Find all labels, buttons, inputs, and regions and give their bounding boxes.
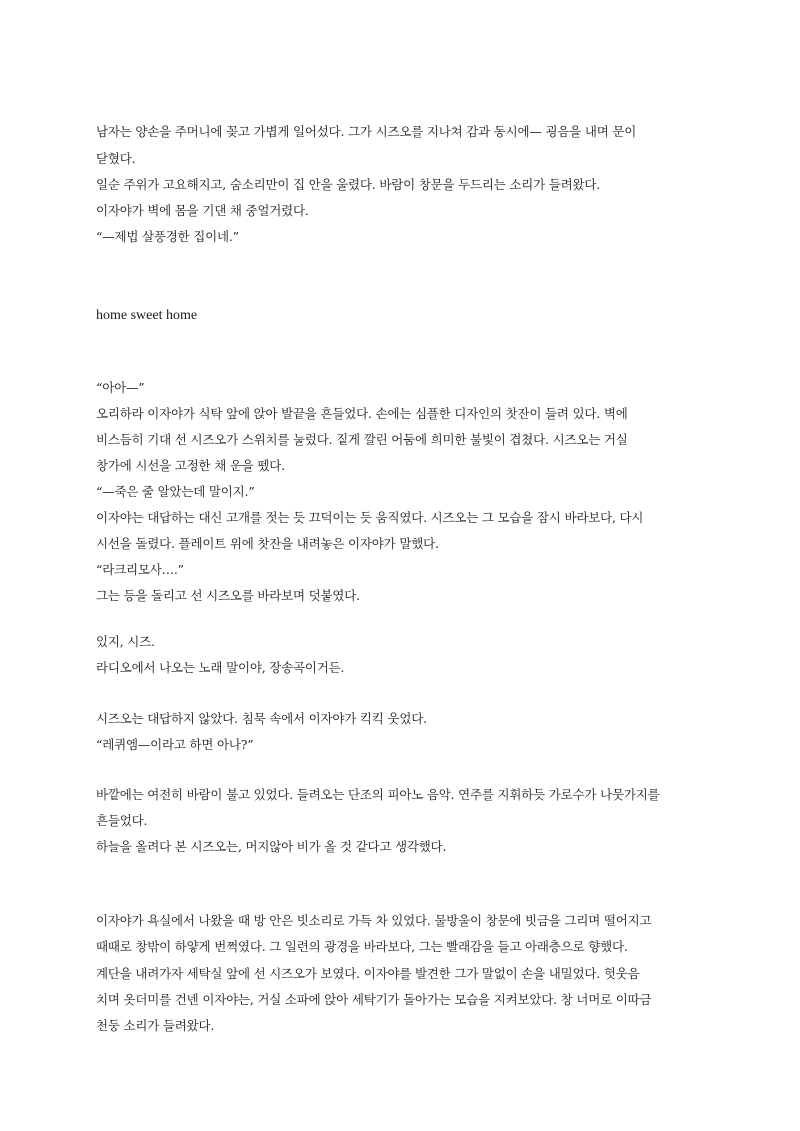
text-line: 이자야가 벽에 몸을 기댄 채 중얼거렸다. xyxy=(96,203,309,218)
text-line: 라디오에서 나오는 노래 말이야, 장송곡이거든. xyxy=(96,660,345,675)
text-line: 하늘을 올려다 본 시즈오는, 머지않아 비가 올 것 같다고 생각했다. xyxy=(96,839,447,854)
text-line: 바깥에는 여전히 바람이 불고 있었다. 들려오는 단조의 피아노 음악. 연주를 지휘하듯 가로수가 나뭇가지를 xyxy=(96,787,660,802)
text-line: 이자야는 대답하는 대신 고개를 젓는 듯 끄덕이는 듯 움직였다. 시즈오는 그 모습을 잠시 바라보다, 다시 xyxy=(96,510,644,525)
text-line: “아아—” xyxy=(96,380,145,395)
text-line: 남자는 양손을 주머니에 꽂고 가볍게 일어섰다. 그가 시즈오를 지나쳐 감과 동시에— 굉음을 내며 문이 xyxy=(96,124,637,139)
text-line: 창가에 시선을 고정한 채 운을 뗐다. xyxy=(96,458,285,473)
text-line: 시선을 돌렸다. 플레이트 위에 찻잔을 내려놓은 이자야가 말했다. xyxy=(96,536,439,551)
text-line: 치며 옷더미를 건넨 이자야는, 거실 소파에 앉아 세탁기가 돌아가는 모습을 지켜보았다. 창 너머로 이따금 xyxy=(96,992,652,1007)
text-line: 계단을 내려가자 세탁실 앞에 선 시즈오가 보였다. 이자야를 발견한 그가 말없이 손을 내밀었다. 헛웃음 xyxy=(96,966,640,981)
text-line: 닫혔다. xyxy=(96,151,136,166)
text-line: 일순 주위가 고요해지고, 숨소리만이 집 안을 울렸다. 바람이 창문을 두드리는 소리가 들려왔다. xyxy=(96,177,601,192)
text-line: 시즈오는 대답하지 않았다. 침묵 속에서 이자야가 킥킥 웃었다. xyxy=(96,711,427,726)
text-line: 천둥 소리가 들려왔다. xyxy=(96,1018,215,1033)
section-heading: home sweet home xyxy=(96,308,198,323)
text-line: “—제법 살풍경한 집이네.” xyxy=(96,229,239,244)
text-line: 때때로 창밖이 하얗게 번쩍였다. 그 일련의 광경을 바라보다, 그는 빨래감을 들고 아래층으로 향했다. xyxy=(96,939,628,954)
text-line: 그는 등을 돌리고 선 시즈오를 바라보며 덧붙였다. xyxy=(96,588,360,603)
text-line: 비스듬히 기대 선 시즈오가 스위치를 눌렀다. 짙게 깔린 어둠에 희미한 불빛이 겹쳤다. 시즈오는 거실 xyxy=(96,432,628,447)
text-line: 흔들었다. xyxy=(96,813,148,828)
text-line: “—죽은 줄 알았는데 말이지.” xyxy=(96,484,255,499)
text-line: 오리하라 이자야가 식탁 앞에 앉아 발끝을 흔들었다. 손에는 심플한 디자인의 찻잔이 들려 있다. 벽에 xyxy=(96,406,628,421)
text-line: “레퀴엠—이라고 하면 아나?” xyxy=(96,737,254,752)
text-line: 이자야가 욕실에서 나왔을 때 방 안은 빗소리로 가득 차 있었다. 물방울이 창문에 빗금을 그리며 떨어지고 xyxy=(96,913,652,928)
text-line: “라크리모사….” xyxy=(96,562,184,577)
text-line: 있지, 시즈. xyxy=(96,634,155,649)
